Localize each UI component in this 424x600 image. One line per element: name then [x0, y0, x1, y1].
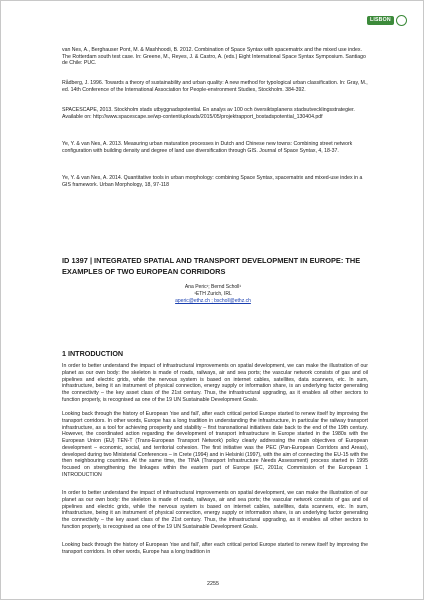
reference-entry: SPACESCAPE, 2013. Stockholm stads utbyggnadspotential. En analys av 100 och översiktsplanens stadsutvecklingsstrategier. Available on: http://www.spacescape.se/wp-content/uploads/2015/05/projektrapport_bostadspotential_130404.pdf: [62, 107, 355, 120]
affiliation: ¹ETH Zurich, IRL: [194, 291, 232, 297]
conference-logo: [367, 12, 411, 29]
reference-entry: Ye, Y. & van Nes, A. 2013. Measuring urban maturation processes in Dutch and Chinese new towns: Combining street network configuration with building density and degree of land use diversification through GIS. Journal of Space Syntax, 4, 18-37.: [62, 141, 353, 154]
reference-entry: Ye, Y. & van Nes, A. 2014. Quantitative tools in urban morphology: combining Space Syntax, spacematrix and mixed-use index in a GIS framework. Urban Morphology, 18, 97-118: [62, 175, 363, 188]
authors: Ana Peric¹; Bernd Scholl¹: [184, 284, 242, 290]
reference-entry: van Nes, A., Berghauser Pont, M. & Mashhoodi, B. 2012. Combination of Space Syntax with spacematrix and the mixed use index. The Rotterdam south test case. In: Greene, M., Reyes, J. & Castro, A. (eds.) Eight International Space Syntax Symposium. Santiago de Chile: PUC.: [62, 47, 366, 67]
body-paragraph: In order to better understand the impact of infrastructural improvements on spatial development, we can make the illustration of our planet as our own body: the skeleton is made of roads, railways, air and sea ports; the vascular network consists of gas and oil pipelines and electric grids, while the nervous system is based on internet cables, satellites, data scanners, etc. In sum, infrastructure, being it an instrument of physical connection, energy supply or information share, is an underlying factor generating the connectivity – the key asset class of the 21st century. Thus, the infrastructural upgrading, as it enables all other sectors to function properly, is recognised as one of the 19 UN Sustainable Development Goals.: [62, 490, 368, 530]
paper-title: ID 1397 | INTEGRATED SPATIAL AND TRANSPORT DEVELOPMENT IN EUROPE: THE EXAMPLES OF TWO EUROPEAN CORRIDORS: [62, 256, 361, 276]
logo-seal-icon: [396, 15, 407, 26]
page-number: 2255: [207, 581, 219, 587]
author-emails[interactable]: aperic@ethz.ch ; bscholl@ethz.ch: [175, 298, 251, 304]
body-paragraph: Looking back through the history of European 'rise and fall', after each critical period Europe started to renew itself by improving the transport corridors. In other words, Europe has a long tradition in: [62, 542, 368, 555]
reference-entry: Rådberg, J. 1996. Towards a theory of sustainability and urban quality: A new method for typological urban classification. In: Gray, M., ed. 14th Conference of the International Association for People-environment Studies, Stockholm. 384-392.: [62, 80, 368, 93]
body-paragraph: Looking back through the history of European 'rise and fall', after each critical period Europe started to renew itself by improving the transport corridors. In other words, Europe has a long tradition in understanding the infrastructure, in particular the railway transport infrastructure, as a tool for achieving prosperity and stability – first transnational initiatives date back to the end of the 19th century. However, the coordinated action regarding the development of transport infrastructure in Europe started in the 1980s with the European Union (EU) TEN-T (Trans-European Transport Network) policy clearly addressing the main objectives of European development – economic, social, and territorial cohesion. The first initiative was the PEC (Pan-European Corridors and Areas), developed during two Ministerial Conferences – in Crete (1994) and in Helsinki (1997), with the aim of connecting the EU-15 with the then neighbouring countries. At the same time, the TINA (Transport Infrastructure Needs Assessment) process started in 1995 focused on strengthening the linkages within the eastern part of Europe (EC, 2011a; Commission of the European 1 INTRODUCTION: [62, 411, 368, 478]
logo-badge: LISBON: [367, 16, 394, 25]
body-paragraph: In order to better understand the impact of infrastructural improvements on spatial development, we can make the illustration of our planet as our own body: the skeleton is made of roads, railways, air and sea ports; the vascular network consists of gas and oil pipelines and electric grids, while the nervous system is based on internet cables, satellites, data scanners, etc. In sum, infrastructure, being it an instrument of physical connection, energy supply or information share, is an underlying factor generating the connectivity – the key asset class of the 21st century. Thus, the infrastructural upgrading, as it enables all other sectors to function properly, is recognised as one of the 19 UN Sustainable Development Goals.: [62, 363, 368, 403]
section-heading: 1 INTRODUCTION: [62, 349, 124, 358]
email-line: [1, 298, 424, 304]
